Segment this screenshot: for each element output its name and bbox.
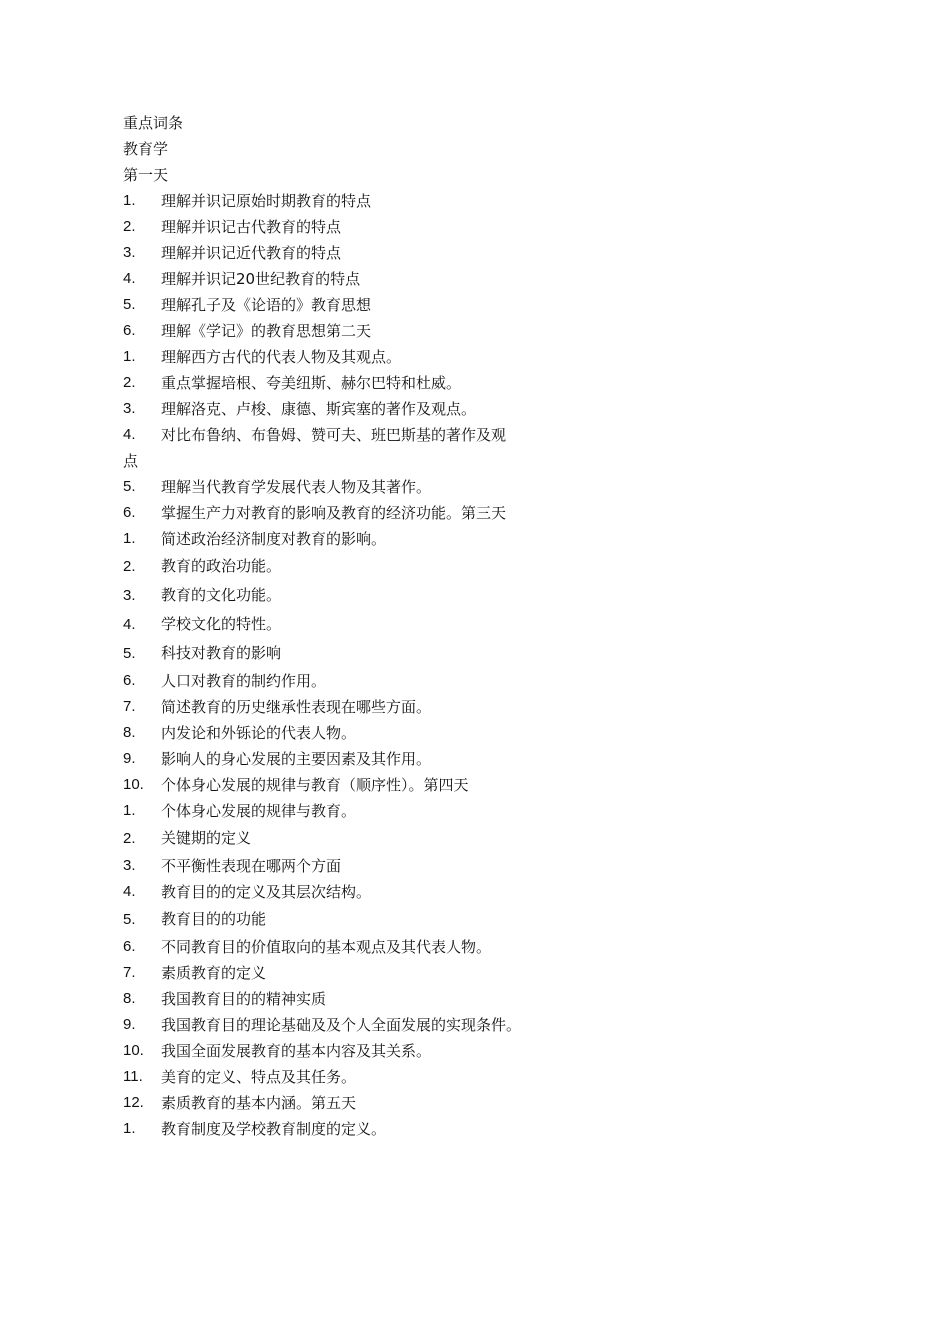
list-item-text: 理解当代教育学发展代表人物及其著作。 <box>161 478 432 496</box>
list-item-number: 1. <box>123 530 136 547</box>
list-item-number: 5. <box>123 478 136 495</box>
list-item-number: 4. <box>123 616 136 633</box>
list-item-text: 学校文化的特性。 <box>161 615 282 633</box>
list-item <box>123 1012 823 1038</box>
list-item-number: 8. <box>123 990 136 1007</box>
list-item <box>123 240 823 266</box>
list-item-number: 4. <box>123 426 136 443</box>
list-item-text: 个体身心发展的规律与教育。 <box>161 802 357 820</box>
list-item-number: 10. <box>123 1042 144 1059</box>
list-item-text: 教育目的的定义及其层次结构。 <box>161 883 372 901</box>
list-item-text: 重点掌握培根、夸美纽斯、赫尔巴特和杜威。 <box>161 374 462 392</box>
list-item <box>123 694 823 720</box>
list-item <box>123 824 823 853</box>
list-item <box>123 853 823 879</box>
list-item-text: 影响人的身心发展的主要因素及其作用。 <box>161 750 432 768</box>
list-item-continuation: 点 <box>123 452 139 470</box>
list-item-text: 个体身心发展的规律与教育（顺序性）。第四天 <box>161 776 469 794</box>
list-item-text: 教育的政治功能。 <box>161 557 282 575</box>
list-item <box>123 1038 823 1064</box>
list-item-text: 素质教育的基本内涵。第五天 <box>161 1094 357 1112</box>
heading-1: 教育学 <box>123 140 169 158</box>
list-item <box>123 526 823 552</box>
list-item <box>123 905 823 934</box>
list-item <box>123 370 823 396</box>
list-item-number: 5. <box>123 645 136 662</box>
list-item <box>123 396 823 422</box>
list-item-text: 我国教育目的的精神实质 <box>161 990 327 1008</box>
list-item-text: 不同教育目的价值取向的基本观点及其代表人物。 <box>161 938 492 956</box>
list-item-text: 掌握生产力对教育的影响及教育的经济功能。第三天 <box>161 504 507 522</box>
list-item-number: 2. <box>123 218 136 235</box>
list-item <box>123 798 823 824</box>
list-item-number: 6. <box>123 672 136 689</box>
list-item-text: 美育的定义、特点及其任务。 <box>161 1068 357 1086</box>
heading-2: 第一天 <box>123 166 169 184</box>
list-item-text: 我国教育目的理论基础及及个人全面发展的实现条件。 <box>161 1016 522 1034</box>
document-page <box>123 110 823 1142</box>
list-item-number: 1. <box>123 192 136 209</box>
list-item-text: 教育制度及学校教育制度的定义。 <box>161 1120 387 1138</box>
list-item <box>123 1116 823 1142</box>
list-item-number: 10. <box>123 776 144 793</box>
list-item-number: 6. <box>123 504 136 521</box>
list-item <box>123 552 823 581</box>
list-item-number: 2. <box>123 374 136 391</box>
list-item-text: 理解并识记原始时期教育的特点 <box>161 192 372 210</box>
list-item-number: 2. <box>123 558 136 575</box>
list-item-number: 3. <box>123 857 136 874</box>
list-item <box>123 879 823 905</box>
list-item-number: 1. <box>123 348 136 365</box>
list-item <box>123 934 823 960</box>
list-item <box>123 610 823 639</box>
list-item-number: 9. <box>123 1016 136 1033</box>
list-item-number: 9. <box>123 750 136 767</box>
list-item-text: 理解并识记古代教育的特点 <box>161 218 342 236</box>
heading-0: 重点词条 <box>123 114 184 132</box>
list-item-number: 7. <box>123 964 136 981</box>
list-item <box>123 960 823 986</box>
list-item-text: 教育目的的功能 <box>161 910 267 928</box>
list-item-text: 科技对教育的影响 <box>161 644 282 662</box>
list-item-number: 5. <box>123 911 136 928</box>
list-item <box>123 639 823 668</box>
list-item <box>123 214 823 240</box>
list-item-number: 11. <box>123 1068 143 1085</box>
list-item-text: 理解并识记20世纪教育的特点 <box>161 270 361 288</box>
list-item <box>123 772 823 798</box>
list-item-number: 3. <box>123 587 136 604</box>
list-item-text: 素质教育的定义 <box>161 964 267 982</box>
list-item-text: 不平衡性表现在哪两个方面 <box>161 857 342 875</box>
list-item <box>123 668 823 694</box>
list-item-number: 3. <box>123 244 136 261</box>
list-item-number: 6. <box>123 938 136 955</box>
list-item-number: 5. <box>123 296 136 313</box>
list-item-number: 1. <box>123 1120 136 1137</box>
list-item <box>123 318 823 344</box>
list-item-text: 关键期的定义 <box>161 829 252 847</box>
list-item <box>123 1090 823 1116</box>
list-item-number: 12. <box>123 1094 144 1111</box>
list-item <box>123 581 823 610</box>
list-item-number: 7. <box>123 698 136 715</box>
list-item-number: 4. <box>123 883 136 900</box>
list-item-number: 4. <box>123 270 136 287</box>
list-item <box>123 746 823 772</box>
list-item-text: 内发论和外铄论的代表人物。 <box>161 724 357 742</box>
list-item <box>123 474 823 500</box>
list-item <box>123 266 823 292</box>
list-item-number: 8. <box>123 724 136 741</box>
list-item-text: 理解孔子及《论语的》教育思想 <box>161 296 372 314</box>
list-item-number: 3. <box>123 400 136 417</box>
list-item-text: 理解《学记》的教育思想第二天 <box>161 322 372 340</box>
list-item <box>123 500 823 526</box>
list-item-text: 理解西方古代的代表人物及其观点。 <box>161 348 402 366</box>
list-item <box>123 986 823 1012</box>
list-item-text: 我国全面发展教育的基本内容及其关系。 <box>161 1042 432 1060</box>
list-item-text: 理解并识记近代教育的特点 <box>161 244 342 262</box>
list-item-text: 理解洛克、卢梭、康德、斯宾塞的著作及观点。 <box>161 400 477 418</box>
list-item-number: 1. <box>123 802 136 819</box>
list-item-text: 对比布鲁纳、布鲁姆、赞可夫、班巴斯基的著作及观 <box>161 426 507 444</box>
list-item-text: 教育的文化功能。 <box>161 586 282 604</box>
list-item <box>123 720 823 746</box>
list-item <box>123 1064 823 1090</box>
list-item <box>123 344 823 370</box>
list-item-text: 简述教育的历史继承性表现在哪些方面。 <box>161 698 432 716</box>
list-item-text: 人口对教育的制约作用。 <box>161 672 327 690</box>
list-item-number: 2. <box>123 830 136 847</box>
list-item-number: 6. <box>123 322 136 339</box>
list-item-text: 简述政治经济制度对教育的影响。 <box>161 530 387 548</box>
list-item <box>123 292 823 318</box>
list-item <box>123 422 823 448</box>
list-item <box>123 188 823 214</box>
